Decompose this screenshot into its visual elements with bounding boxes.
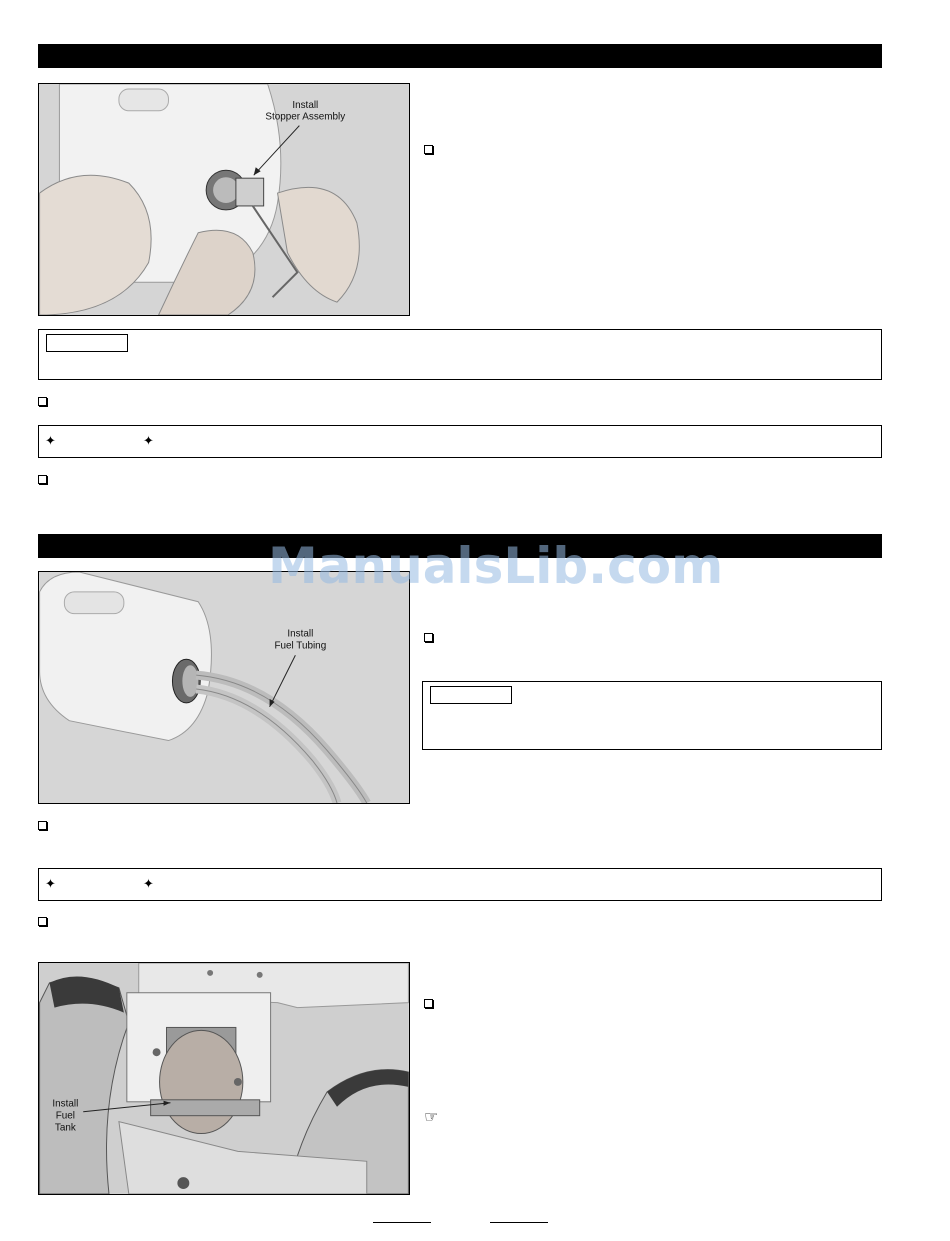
- star-icon: ✦: [45, 434, 56, 449]
- tip-frame-1: [38, 425, 882, 458]
- checkbox-icon[interactable]: [38, 917, 47, 926]
- footer-underline-2: [490, 1222, 548, 1223]
- star-icon: ✦: [45, 877, 56, 892]
- checkbox-icon[interactable]: [38, 821, 47, 830]
- fuel-tank-install-photo: [38, 962, 410, 1195]
- stopper-callout-line2: Stopper Assembly: [265, 111, 346, 123]
- star-icon: ✦: [143, 434, 154, 449]
- note-frame-1: [38, 329, 882, 380]
- fuel-tubing-photo: [38, 571, 410, 804]
- watermark-text: ManualsLib.com: [268, 537, 724, 595]
- stopper-callout-line1: Install: [292, 99, 319, 111]
- tank-callout-line1: Install: [52, 1098, 79, 1110]
- tip-frame-2: [38, 868, 882, 901]
- tubing-callout-line1: Install: [287, 628, 314, 640]
- checkbox-icon[interactable]: [38, 397, 47, 406]
- section-header-bar-1: [38, 44, 882, 68]
- tank-callout-line2: Fuel: [55, 1110, 76, 1122]
- checkbox-icon[interactable]: [424, 633, 433, 642]
- footer-underline-1: [373, 1222, 431, 1223]
- star-icon: ✦: [143, 877, 154, 892]
- stopper-assembly-illustration: [39, 84, 409, 315]
- note-frame-2: [422, 681, 882, 750]
- tubing-callout-line2: Fuel Tubing: [274, 640, 327, 652]
- pointing-hand-icon: ☞: [424, 1107, 439, 1126]
- note-label-box-2: [430, 686, 512, 704]
- checkbox-icon[interactable]: [424, 145, 433, 154]
- tank-callout-line3: Tank: [54, 1122, 76, 1134]
- checkbox-icon[interactable]: [424, 999, 433, 1008]
- fuel-tank-install-illustration: [39, 963, 409, 1194]
- fuel-tubing-illustration: [39, 572, 409, 803]
- note-label-box-1: [46, 334, 128, 352]
- checkbox-icon[interactable]: [38, 475, 47, 484]
- stopper-assembly-photo: [38, 83, 410, 316]
